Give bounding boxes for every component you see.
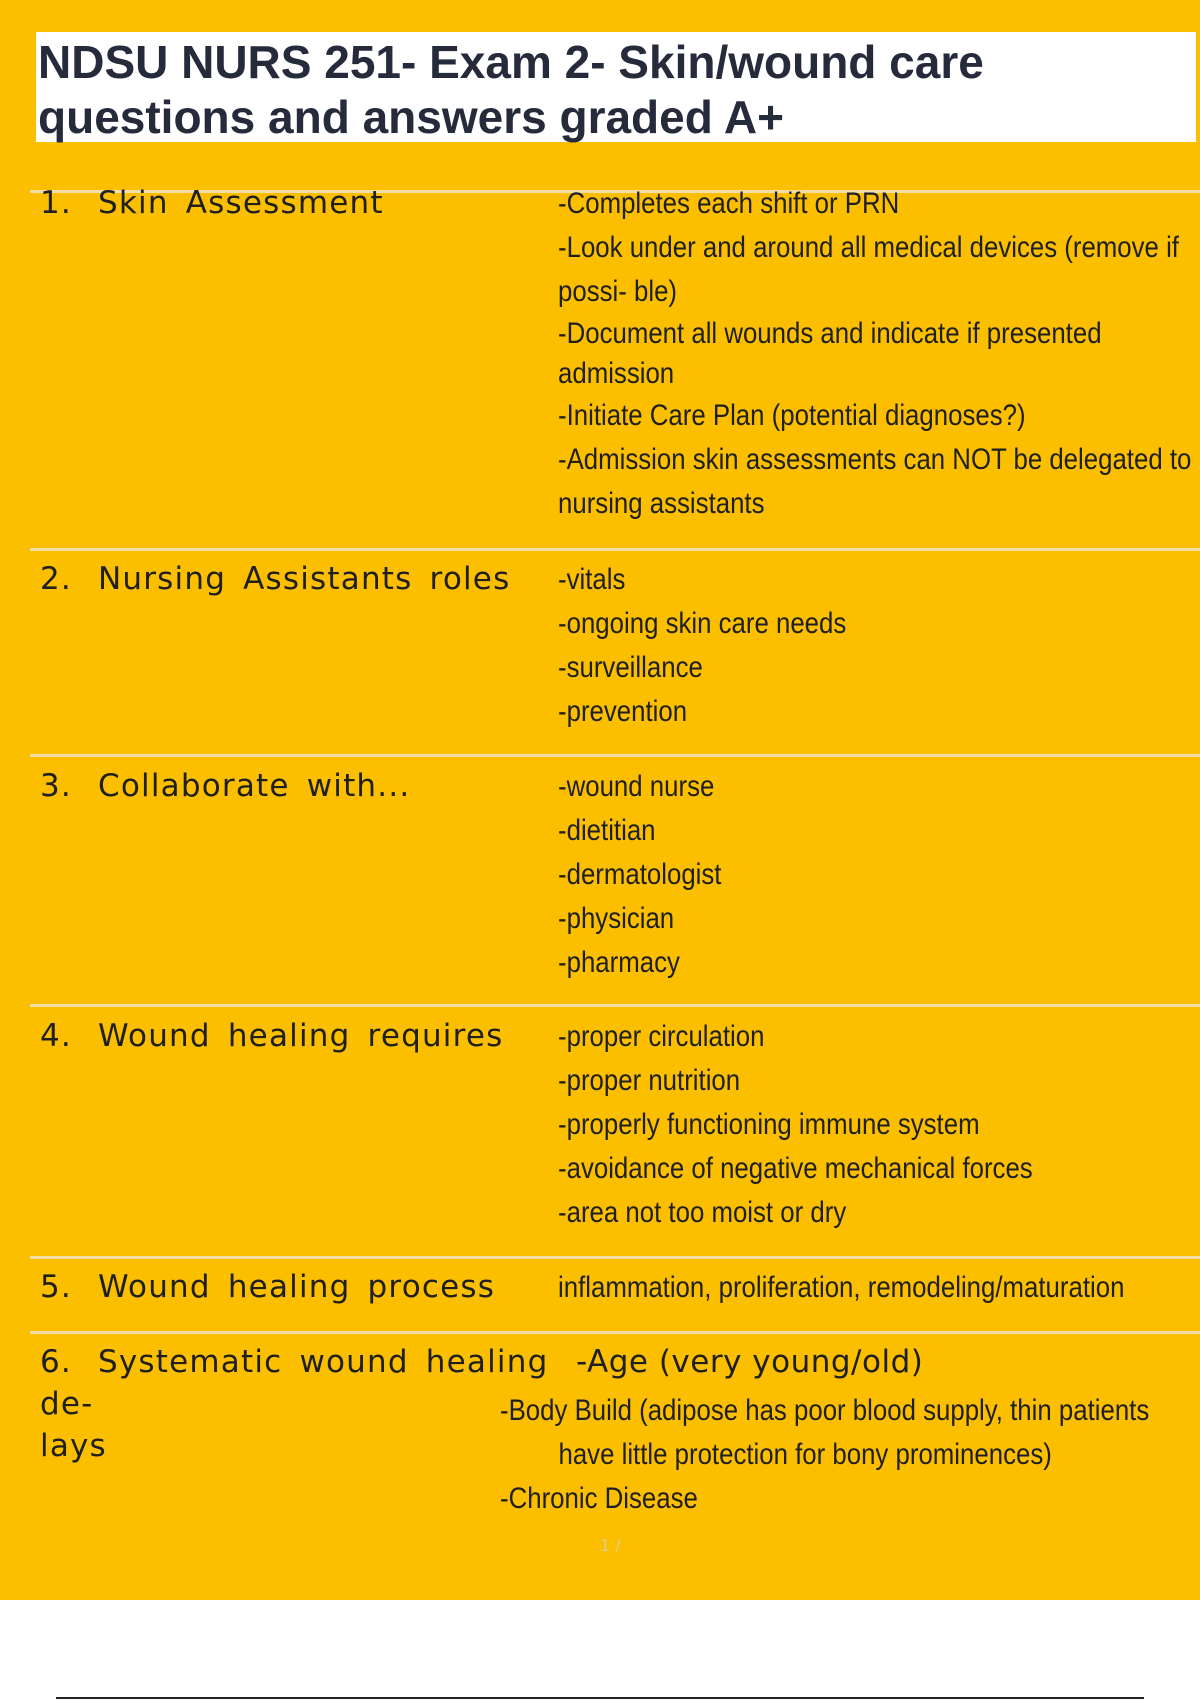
answer-list xyxy=(558,765,1100,985)
answer-list xyxy=(558,1015,1100,1235)
answer-line: -Admission skin assessments can NOT be delegated to xyxy=(558,443,1192,476)
answer-line: -physician xyxy=(558,902,675,935)
answer-line: -properly functioning immune system xyxy=(558,1108,980,1141)
question-text: Systematic wound healing de- xyxy=(40,1344,549,1422)
answer-line: -Look under and around all medical devices (remove if xyxy=(558,231,1179,264)
question-number: 6. xyxy=(40,1344,72,1380)
answer-line: inflammation, proliferation, remodeling/maturation xyxy=(558,1271,1125,1304)
divider xyxy=(30,1331,1200,1334)
answer-line: nursing assistants xyxy=(558,487,765,520)
answer-list xyxy=(558,558,1100,734)
question-term xyxy=(40,558,560,600)
question-term xyxy=(40,1015,560,1057)
answer-line-first: -Age (very young/old) xyxy=(576,1344,924,1380)
answer-line: -vitals xyxy=(558,563,626,596)
footer-rule xyxy=(56,1697,1144,1699)
question-number: 4. xyxy=(40,1018,72,1054)
question-term xyxy=(40,1341,560,1467)
answer-line: have little protection for bony prominences) xyxy=(558,1438,1052,1471)
answer-line: -proper nutrition xyxy=(558,1064,741,1097)
divider xyxy=(30,548,1200,551)
answer-line: -prevention xyxy=(558,695,688,728)
page-number: 1 / xyxy=(600,1536,621,1555)
answer-line: possi- ble) xyxy=(558,275,678,308)
question-text: Wound healing requires xyxy=(98,1018,504,1054)
question-number: 5. xyxy=(40,1269,72,1305)
question-number: 1. xyxy=(40,185,72,221)
answer-line: -Body Build (adipose has poor blood supply, thin patients xyxy=(500,1394,1150,1427)
divider xyxy=(30,1256,1200,1259)
answer-line: -avoidance of negative mechanical forces xyxy=(558,1152,1033,1185)
answer-line: -proper circulation xyxy=(558,1020,765,1053)
answer-line: admission xyxy=(558,357,675,390)
question-text: Wound healing process xyxy=(98,1269,496,1305)
question-number: 3. xyxy=(40,768,72,804)
answer-list xyxy=(500,1389,1171,1521)
question-text: Nursing Assistants roles xyxy=(98,561,511,597)
answer-line: -ongoing skin care needs xyxy=(558,607,847,640)
answer-line: -surveillance xyxy=(558,651,703,684)
answer-line: -area not too moist or dry xyxy=(558,1196,847,1229)
answer-list xyxy=(558,1266,1125,1310)
title-box xyxy=(36,32,1196,142)
divider xyxy=(30,754,1200,757)
answer-line: -Initiate Care Plan (potential diagnoses?) xyxy=(558,399,1026,432)
answer-line: -wound nurse xyxy=(558,770,715,803)
question-text: Skin Assessment xyxy=(98,185,384,221)
answer-list xyxy=(558,182,1192,526)
question-term xyxy=(40,765,560,807)
answer-line: -pharmacy xyxy=(558,946,680,979)
answer-line: -Chronic Disease xyxy=(500,1482,698,1515)
question-number: 2. xyxy=(40,561,72,597)
document-title: NDSU NURS 251- Exam 2- Skin/wound care questions and answers graded A+ xyxy=(38,36,984,143)
question-term xyxy=(40,182,560,224)
answer-line: -Document all wounds and indicate if presented xyxy=(558,317,1102,350)
divider xyxy=(30,1004,1200,1007)
question-text-continued: lays xyxy=(40,1428,107,1464)
answer-line: -Completes each shift or PRN xyxy=(558,187,900,220)
answer-line: -dermatologist xyxy=(558,858,722,891)
question-term xyxy=(40,1266,560,1308)
answer-line: -dietitian xyxy=(558,814,656,847)
question-text: Collaborate with... xyxy=(98,768,411,804)
